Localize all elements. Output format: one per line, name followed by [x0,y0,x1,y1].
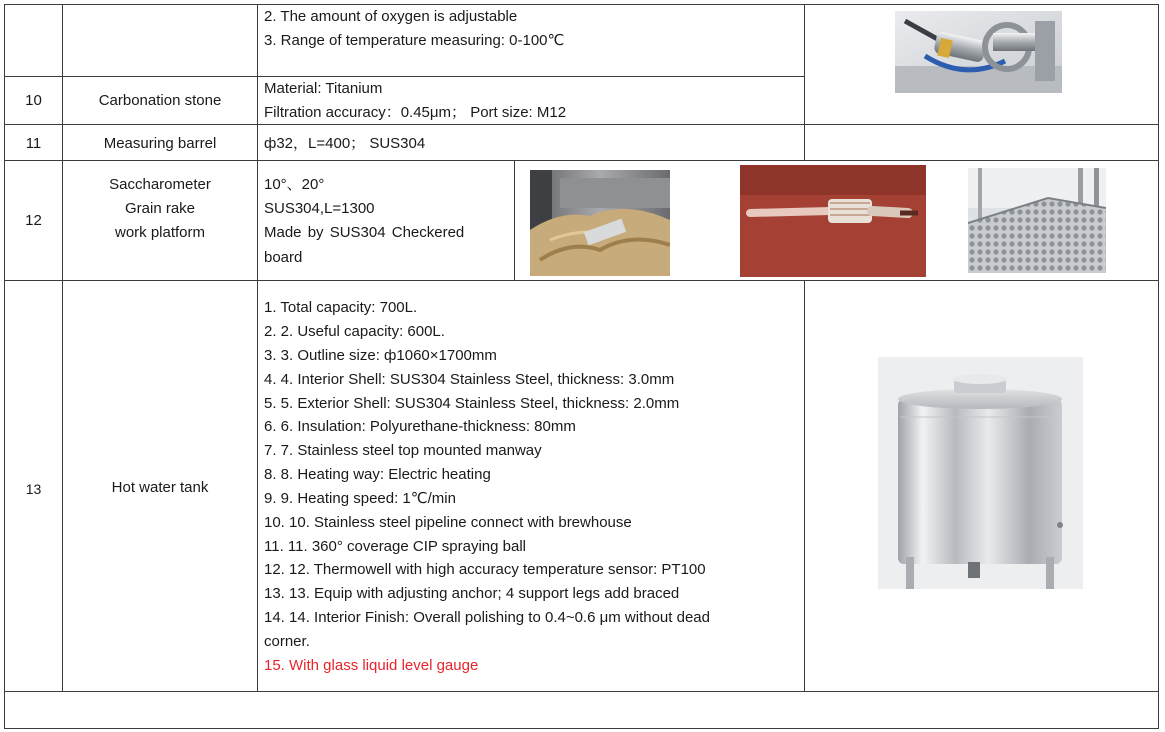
spec-list-item: 14. 14. Interior Finish: Overall polishing to 0.4~0.6 μm without dead [264,609,710,626]
item-name: Measuring barrel [103,135,217,152]
table-rule [257,4,258,692]
aeration-device-photo [895,11,1062,93]
table-rule [4,4,1159,5]
table-rule [514,160,515,281]
item-name: work platform [114,224,206,241]
spec-list-item: 4. 4. Interior Shell: SUS304 Stainless Steel, thickness: 3.0mm [264,371,675,388]
spec-line: Material: Titanium [264,80,383,97]
spec-list-item: 6. 6. Insulation: Polyurethane-thickness: 80mm [264,418,576,435]
spec-list-item: 1. Total capacity: 700L. [264,299,418,316]
table-rule [4,728,1159,729]
spec-line: 2. The amount of oxygen is adjustable [264,8,518,25]
highlighted-spec-item: 15. With glass liquid level gauge [264,657,479,674]
item-name: Hot water tank [111,479,209,496]
item-name: Carbonation stone [98,92,222,109]
spec-line: SUS304,L=1300 [264,200,375,217]
table-rule [4,124,1159,125]
spec-line: board [264,249,303,266]
spec-list-item: 11. 11. 360° coverage CIP spraying ball [264,538,526,555]
table-rule [804,280,805,692]
spec-list-item: 7. 7. Stainless steel top mounted manway [264,442,542,459]
table-rule [4,691,1159,692]
saccharometer-photo [740,165,926,277]
spec-list-item: 5. 5. Exterior Shell: SUS304 Stainless Steel, thickness: 2.0mm [264,395,680,412]
row-number: 10 [25,92,42,109]
item-name: Saccharometer [109,176,211,193]
item-name: Grain rake [124,200,196,217]
table-rule [1158,4,1159,729]
table-rule [4,160,1159,161]
table-rule [804,4,805,161]
hot-water-tank-photo [878,357,1083,589]
spec-list-item: 13. 13. Equip with adjusting anchor; 4 support legs add braced [264,585,680,602]
row-number: 13 [25,481,42,497]
spec-list-item: 12. 12. Thermowell with high accuracy temperature sensor: PT100 [264,561,706,578]
spec-list-item: 9. 9. Heating speed: 1℃/min [264,490,456,507]
spec-list-item: 8. 8. Heating way: Electric heating [264,466,491,483]
spec-list-item: corner. [264,633,310,650]
row-number: 12 [25,212,42,229]
spec-list-item: 3. 3. Outline size: ф1060×1700mm [264,347,497,364]
spec-line: 10°、20° [264,176,325,193]
spec-line: Filtration accuracy：0.45μm； Port size: M12 [264,104,567,121]
spec-line: ф32，L=400； SUS304 [264,135,426,152]
spec-line: Made by SUS304 Checkered [264,224,465,241]
grain-rake-photo [530,170,670,276]
table-rule [4,280,1159,281]
work-platform-photo [968,168,1106,273]
spec-list-item: 2. 2. Useful capacity: 600L. [264,323,445,340]
spec-list-item: 10. 10. Stainless steel pipeline connect with brewhouse [264,514,632,531]
row-number: 11 [25,135,42,152]
table-rule [4,76,805,77]
spec-line: 3. Range of temperature measuring: 0-100℃ [264,32,565,49]
